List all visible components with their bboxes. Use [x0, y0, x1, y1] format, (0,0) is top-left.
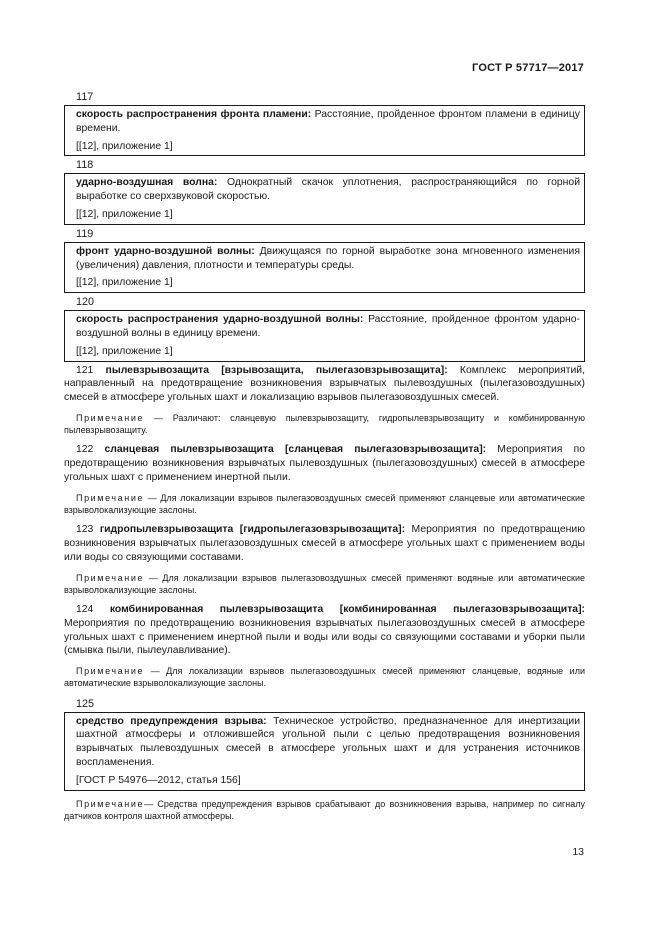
- definition-text: Расстояние, пройденное фронтом пламени в единицу времени.: [76, 109, 580, 134]
- definition-text: Однократный скачок уплотнения, распространяющийся по горной выработке со сверхзвуковой скоростью.: [76, 177, 580, 203]
- term-name: скорость распространения фронта пламени:: [76, 109, 312, 120]
- definition-text: Мероприятия по предотвращению возникновения взрывчатых пылегазовоздушных смесей в атмосфере угольных шахт с применением воды или воды со связующими составами.: [64, 524, 585, 563]
- note-label: Примечание: [76, 798, 145, 809]
- note: [64, 492, 585, 516]
- term-paragraph: [64, 443, 585, 484]
- term-definition: [76, 245, 580, 273]
- note-label: Примечание: [76, 412, 145, 423]
- note-text: — Для локализации взрывов пылегазовоздушных смесей применяют сланцевые, водяные или автоматические взрыволокализующие заслоны.: [64, 666, 585, 689]
- entry-number: 120: [76, 296, 95, 309]
- term-name: средство предупреждения взрыва:: [76, 715, 267, 727]
- term-box: [64, 173, 585, 224]
- note-text: — Для локализации взрывов пылегазовоздушных смесей применяют водяные или автоматические взрыволокализующие заслоны.: [64, 572, 585, 595]
- document-header: ГОСТ Р 57717—2017: [472, 62, 584, 74]
- definition-text: Расстояние, пройденное фронтом ударно-воздушной волны в единицу времени.: [76, 314, 580, 339]
- term-paragraph: [64, 523, 585, 564]
- term-box: [64, 712, 585, 791]
- entry-number: 121: [76, 364, 106, 376]
- term-source: [ГОСТ Р 54976—2012, статья 156]: [76, 774, 241, 786]
- term-source: [[12], приложение 1]: [76, 277, 173, 289]
- term-definition: [76, 108, 580, 136]
- entry-number: 122: [76, 444, 105, 456]
- term-name: гидропылевзрывозащита [гидропылегазовзрывозащита]:: [99, 524, 406, 536]
- entry-number: 123: [76, 524, 100, 536]
- note-text: — Для локализации взрывов пылегазовоздушных смесей применяют сланцевые или автоматические взрыволокализующие заслоны.: [64, 492, 585, 515]
- term-paragraph: [64, 364, 585, 405]
- term-name: ударно-воздушная волна:: [76, 177, 218, 189]
- entry-number: 118: [76, 159, 94, 172]
- definition-text: Комплекс мероприятий, направленный на предотвращение возникновения взрывчатых пылевоздушных (пылегазовоздушных) смесей в атмосфере угольных шахт и локализацию взрывов пылегазовоздушных смесей.: [64, 364, 585, 404]
- term-name: пылевзрывозащита [взрывозащита, пылегазовзрывозащита]:: [105, 364, 448, 376]
- document-body: [64, 90, 585, 829]
- definition-text: Мероприятия по предотвращению возникновения взрывчатых пылегазовоздушных смесей в атмосфере угольных шахт с применением инертной пыли и воды или воды со связующими составами и уборки пыли (смывка пыли, пылеулавливание).: [64, 617, 585, 657]
- term-paragraph: [64, 603, 585, 658]
- definition-text: Техническое устройство, предназначенное для инертизации шахтной атмосферы и отложившейся угольной пыли с целью предотвращения возникновения взрывчатых пылевоздушных смесей в атмосфере угольных шахт и для устранения источников воспламенения.: [76, 715, 581, 768]
- note-label: Примечание: [76, 572, 145, 583]
- note: [64, 572, 585, 596]
- term-source: [[12], приложение 1]: [76, 345, 173, 357]
- note: [64, 412, 585, 436]
- term-name: сланцевая пылевзрывозащита [сланцевая пылегазовзрывозащита]:: [104, 444, 487, 456]
- term-definition: [76, 176, 580, 204]
- note-text: — Различают: сланцевую пылевзрывозащиту, гидропылевзрывозащиту и комбинированную пылевзрывозащиту.: [64, 412, 585, 436]
- note: [64, 665, 585, 689]
- term-definition: [76, 715, 580, 770]
- term-definition: [76, 313, 580, 341]
- definition-text: Движущаяся по горной выработке зона мгновенного изменения (увеличения) давления, плотности и температуры среды.: [76, 245, 580, 271]
- entry-number: 124: [76, 603, 110, 615]
- page-number: 13: [572, 846, 584, 858]
- term-box: [64, 310, 585, 361]
- term-box: [64, 105, 585, 156]
- note-label: Примечание: [76, 492, 145, 503]
- entry-number: 125: [76, 697, 95, 710]
- term-source: [[12], приложение 1]: [76, 140, 173, 152]
- note-label: Примечание: [76, 666, 145, 677]
- definition-text: Мероприятия по предотвращению возникновения взрывчатых пылевоздушных (пылегазовоздушных) смесей в атмосфере угольных шахт с применением инертной пыли.: [64, 444, 585, 483]
- term-name: фронт ударно-воздушной волны:: [76, 245, 255, 257]
- entry-number: 117: [76, 91, 94, 103]
- term-name: комбинированная пылевзрывозащита [комбинированная пылегазовзрывозащита]:: [109, 603, 585, 615]
- note: [64, 798, 585, 822]
- entry-number: 119: [76, 227, 94, 240]
- term-source: [[12], приложение 1]: [76, 208, 173, 220]
- term-name: скорость распространения ударно-воздушной волны:: [76, 314, 364, 326]
- note-text: — Средства предупреждения взрывов срабатывают до возникновения взрыва, например по сигналу датчиков контроля шахтной атмосферы.: [64, 798, 585, 821]
- term-box: [64, 242, 585, 293]
